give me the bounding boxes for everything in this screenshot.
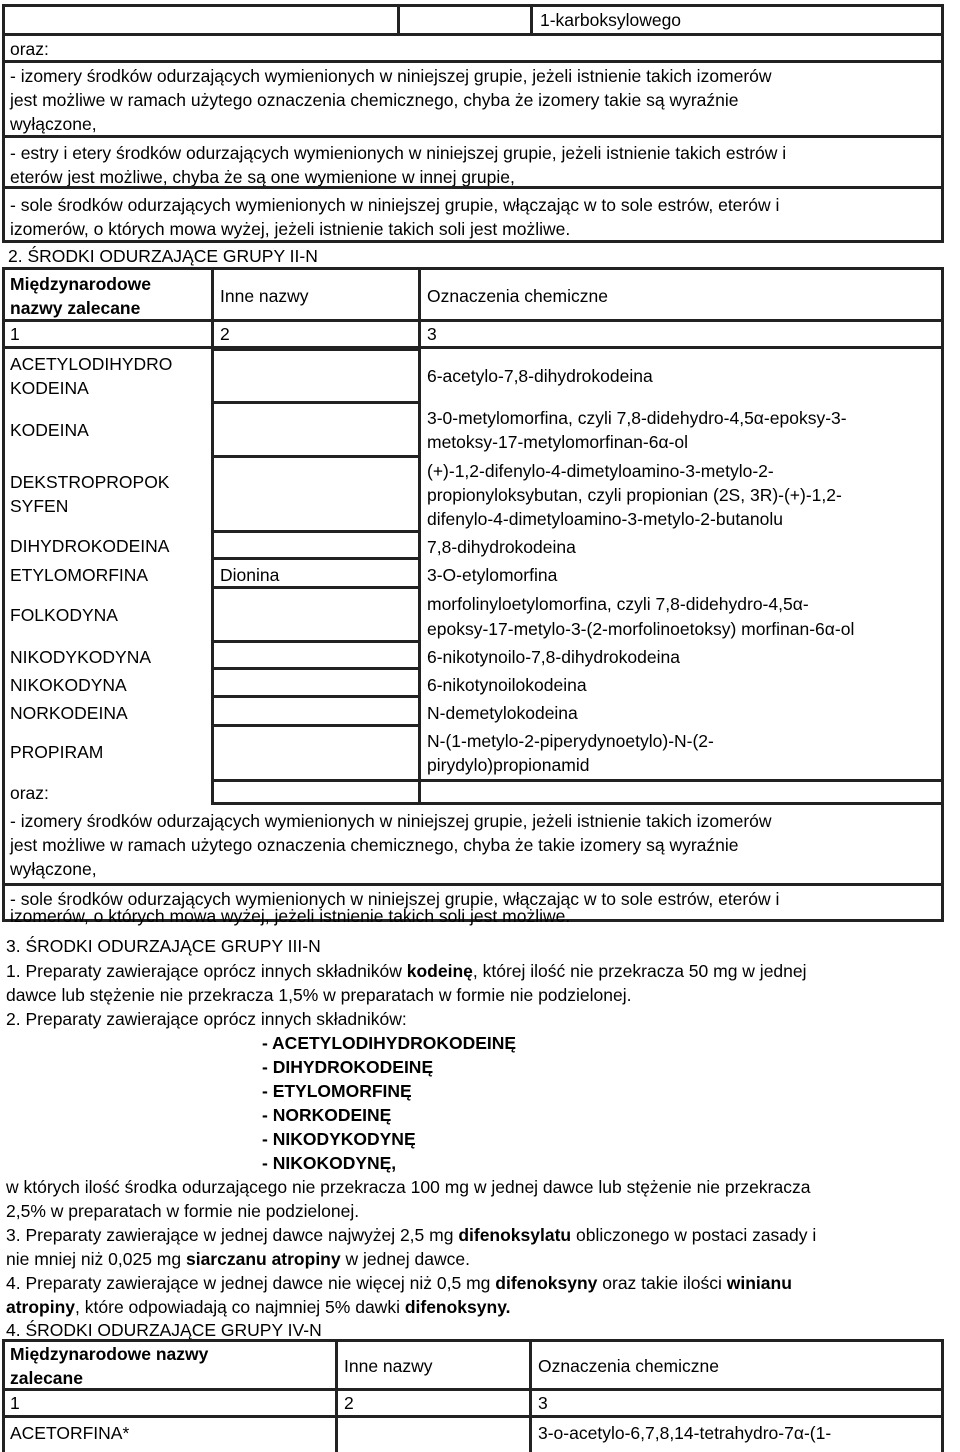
s4-row1-cell-2 xyxy=(335,1415,532,1452)
s4-number-cell-1 xyxy=(2,1388,338,1418)
s3-item2-intro: 2. Preparaty zawierające oprócz innych składników: xyxy=(6,1009,407,1029)
s2-col2-box-4 xyxy=(211,530,421,560)
s2-row7-name: NIKODYKODYNA xyxy=(10,647,151,667)
g1-para-isomers-l1: - izomery środków odurzających wymienionych w niniejszej grupie, jeżeli istnienie takich izomerów xyxy=(10,66,772,86)
s3-list-item-2: - DIHYDROKODEINĘ xyxy=(262,1057,434,1077)
s2-header-intl-names-l2: nazwy zalecane xyxy=(10,298,141,318)
s2-para-sep xyxy=(2,883,944,886)
top-row-cell-2 xyxy=(397,4,533,36)
s3-list-item-5: - NIKODYKODYNĘ xyxy=(262,1129,416,1149)
s3-item1-l2: dawce lub stężenie nie przekracza 1,5% w preparatach w formie nie podzielonej. xyxy=(6,985,632,1005)
s2-para-salts-l1: - sole środków odurzających wymienionych w niniejszej grupie, włączając w to sole estrów, eterów i xyxy=(10,889,780,909)
top-row-cell-1 xyxy=(2,4,400,36)
s2-col2-box-8 xyxy=(211,667,421,698)
s4-header-other-names: Inne nazwy xyxy=(344,1356,433,1376)
s2-row4-chem: 7,8-dihydrokodeina xyxy=(427,537,576,557)
s4-row1-chem: 3-o-acetylo-6,7,8,14-tetrahydro-7α-(1- xyxy=(538,1423,832,1443)
s3-list-item-3: - ETYLOMORFINĘ xyxy=(262,1081,412,1101)
s2-oraz-col2-box xyxy=(211,779,421,805)
s2-col2-box-9 xyxy=(211,695,421,727)
g1-para-esters-l1: - estry i etery środków odurzających wymienionych w niniejszej grupie, jeżeli istnienie takich estrów i xyxy=(10,143,787,163)
s2-row1-chem: 6-acetylo-7,8-dihydrokodeina xyxy=(427,366,653,386)
s2-row10-chem-l1: N-(1-metylo-2-piperydynoetylo)-N-(2- xyxy=(427,731,714,751)
s2-row3-chem-l2: propionyloksybutan, czyli propionian (2S, 3R)-(+)-1,2- xyxy=(427,485,842,505)
s2-para-isomers-l1: - izomery środków odurzających wymienionych w niniejszej grupie, jeżeli istnienie takich izomerów xyxy=(10,811,772,831)
s2-para-isomers-l3: wyłączone, xyxy=(10,859,97,879)
s4-colnum-3: 3 xyxy=(538,1393,548,1413)
g1-oraz-box xyxy=(2,33,944,63)
s2-oraz-col3-box xyxy=(418,779,944,805)
g1-oraz: oraz: xyxy=(10,39,49,59)
s2-frame-right xyxy=(941,348,944,922)
s2-col2-box-6 xyxy=(211,586,421,643)
s2-row3-chem-l3: difenylo-4-dimetyloamino-3-metylo-2-butanolu xyxy=(427,509,783,529)
s4-row1-name: ACETORFINA* xyxy=(10,1423,130,1443)
s4-header-chemical: Oznaczenia chemiczne xyxy=(538,1356,719,1376)
s2-row3-chem-l1: (+)-1,2-difenylo-4-dimetyloamino-3-metylo-2- xyxy=(427,461,774,481)
s2-number-cell-3 xyxy=(418,319,944,349)
s3-list-item-4: - NORKODEINĘ xyxy=(262,1105,392,1125)
s2-row3-name-l2: SYFEN xyxy=(10,496,69,516)
s2-row10-chem-l2: pirydylo)propionamid xyxy=(427,755,590,775)
g1-para-esters-l2: eterów jest możliwe, chyba że są one wymienione w innej grupie, xyxy=(10,167,515,187)
g1-para-salts-l1: - sole środków odurzających wymienionych w niniejszej grupie, włączając w to sole estrów, eterów i xyxy=(10,195,780,215)
top-row-chemical-text: 1-karboksylowego xyxy=(540,10,682,30)
s3-item4-l1: 4. Preparaty zawierające w jednej dawce nie więcej niż 0,5 mg difenoksyny oraz takie ilości winianu xyxy=(6,1273,792,1293)
s4-header-intl-names-l2: zalecane xyxy=(10,1368,83,1388)
s2-row3-name-l1: DEKSTROPROPOK xyxy=(10,472,170,492)
s2-para-salts-l2: izomerów, o których mowa wyżej, jeżeli istnienie takich soli jest możliwe. xyxy=(10,906,571,926)
s2-row2-chem-l2: metoksy-17-metylomorfinan-6α-ol xyxy=(427,432,689,452)
s2-col2-box-1 xyxy=(211,348,421,404)
s2-col2-box-2 xyxy=(211,401,421,458)
s2-row7-chem: 6-nikotynoilo-7,8-dihydrokodeina xyxy=(427,647,680,667)
s2-number-cell-1 xyxy=(2,319,214,349)
s2-col3-sep xyxy=(418,348,421,782)
s2-row8-name: NIKOKODYNA xyxy=(10,675,127,695)
s3-heading: 3. ŚRODKI ODURZAJĄCE GRUPY III-N xyxy=(6,936,321,956)
s2-oraz: oraz: xyxy=(10,783,49,803)
s2-header-other-names: Inne nazwy xyxy=(220,286,309,306)
s3-list-item-1: - ACETYLODIHYDROKODEINĘ xyxy=(262,1033,517,1053)
s2-row8-chem: 6-nikotynoilokodeina xyxy=(427,675,587,695)
s4-colnum-1: 1 xyxy=(10,1393,20,1413)
s3-item2-l2: 2,5% w preparatach w formie nie podzielonej. xyxy=(6,1201,360,1221)
s2-row2-chem-l1: 3-0-metylomorfina, czyli 7,8-didehydro-4,5α-epoksy-3- xyxy=(427,408,847,428)
s2-row6-chem-l1: morfolinyloetylomorfina, czyli 7,8-didehydro-4,5α- xyxy=(427,594,809,614)
s2-row5-name: ETYLOMORFINA xyxy=(10,565,149,585)
s3-item4-l2: atropiny, które odpowiadają co najmniej 5% dawki difenoksyny. xyxy=(6,1297,511,1317)
s4-heading: 4. ŚRODKI ODURZAJĄCE GRUPY IV-N xyxy=(6,1320,322,1340)
s2-col2-box-7 xyxy=(211,640,421,670)
s2-para-isomers-l2: jest możliwe w ramach użytego oznaczenia chemicznego, chyba że takie izomery są wyraźnie xyxy=(10,835,739,855)
s2-row5-chem: 3-O-etylomorfina xyxy=(427,565,558,585)
s2-frame-left xyxy=(2,348,5,922)
s2-row1-name-l2: KODEINA xyxy=(10,378,89,398)
s2-colnum-2: 2 xyxy=(220,324,230,344)
g1-para-isomers-l2: jest możliwe w ramach użytego oznaczenia chemicznego, chyba że izomery takie są wyraźnie xyxy=(10,90,739,110)
s2-row10-name: PROPIRAM xyxy=(10,742,104,762)
s4-colnum-2: 2 xyxy=(344,1393,354,1413)
s2-row4-name: DIHYDROKODEINA xyxy=(10,536,170,556)
s3-item3-l2: nie mniej niż 0,025 mg siarczanu atropiny w jednej dawce. xyxy=(6,1249,470,1269)
g1-para-isomers-l3: wyłączone, xyxy=(10,114,97,134)
s2-number-cell-2 xyxy=(211,319,421,349)
s2-col2-box-3 xyxy=(211,455,421,533)
s4-header-intl-names-l1: Międzynarodowe nazwy xyxy=(10,1344,209,1364)
s2-row6-chem-l2: epoksy-17-metylo-3-(2-morfolinoetoksy) morfinan-6α-ol xyxy=(427,619,855,639)
s4-number-cell-3 xyxy=(529,1388,944,1418)
s2-row1-name-l1: ACETYLODIHYDRO xyxy=(10,354,173,374)
s2-header-chemical: Oznaczenia chemiczne xyxy=(427,286,608,306)
s2-row9-name: NORKODEINA xyxy=(10,703,128,723)
s2-row9-chem: N-demetylokodeina xyxy=(427,703,578,723)
s2-row5-other: Dionina xyxy=(220,565,280,585)
s3-item3-l1: 3. Preparaty zawierające w jednej dawce najwyżej 2,5 mg difenoksylatu obliczonego w postaci zasady i xyxy=(6,1225,817,1245)
g1-para-salts-l2: izomerów, o których mowa wyżej, jeżeli istnienie takich soli jest możliwe. xyxy=(10,219,571,239)
s2-colnum-1: 1 xyxy=(10,324,20,344)
s3-item1-l1: 1. Preparaty zawierające oprócz innych składników kodeinę, której ilość nie przekracza 50 mg w jednej xyxy=(6,961,807,981)
s2-col2-box-10 xyxy=(211,724,421,782)
s4-number-cell-2 xyxy=(335,1388,532,1418)
s2-row2-name: KODEINA xyxy=(10,420,89,440)
s3-list-item-6: - NIKOKODYNĘ, xyxy=(262,1153,397,1173)
s3-item2-l1: w których ilość środka odurzającego nie przekracza 100 mg w jednej dawce lub stężenie nie przekracza xyxy=(6,1177,811,1197)
s2-row6-name: FOLKODYNA xyxy=(10,605,118,625)
s2-colnum-3: 3 xyxy=(427,324,437,344)
s2-heading: 2. ŚRODKI ODURZAJĄCE GRUPY II-N xyxy=(8,246,318,266)
s2-header-intl-names-l1: Międzynarodowe xyxy=(10,274,151,294)
